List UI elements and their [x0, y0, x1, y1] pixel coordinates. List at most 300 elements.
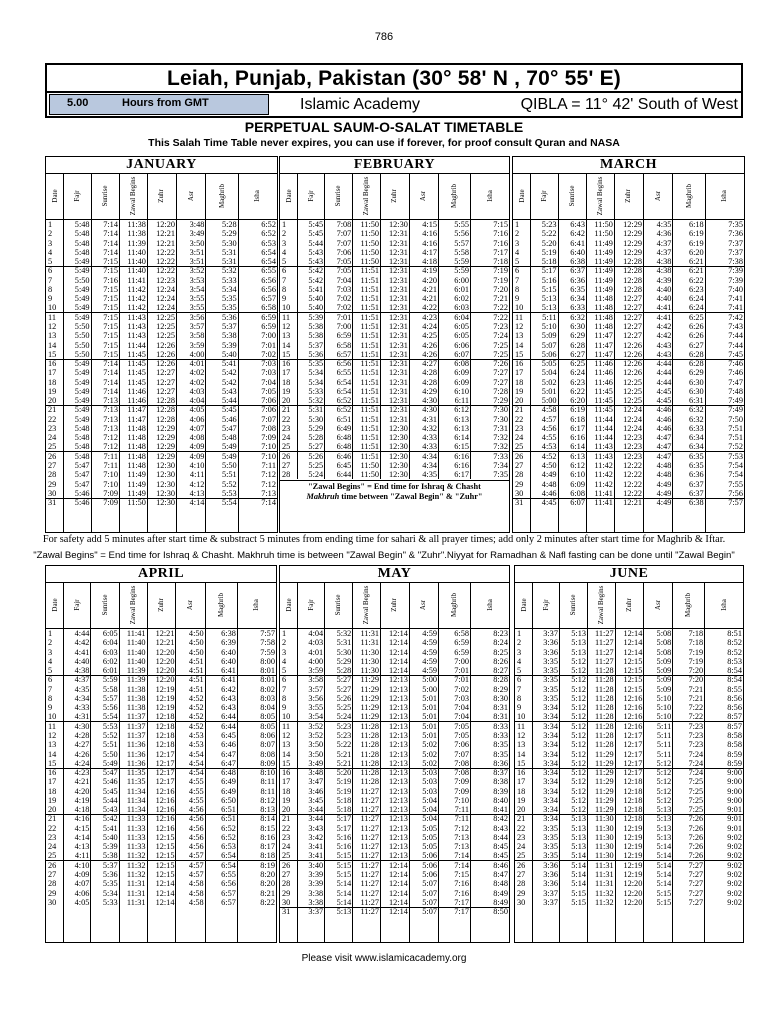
table-cell: 6:12	[454, 405, 470, 415]
table-cell: 17	[282, 368, 291, 378]
table-cell: 12:22	[156, 266, 176, 276]
table-row	[515, 777, 743, 786]
table-cell: 11:50	[127, 498, 146, 508]
table-cell: 11:51	[360, 405, 380, 415]
table-cell: 12:24	[623, 423, 643, 433]
table-cell: 9:02	[727, 879, 742, 889]
table-cell: 4:58	[188, 888, 204, 898]
table-cell: 12:31	[389, 238, 408, 248]
table-cell: 4:56	[541, 423, 557, 433]
table-cell: 7:49	[728, 396, 743, 406]
table-cell: 7:50	[728, 414, 743, 424]
table-cell: 9:01	[727, 814, 742, 824]
table-cell: 12:18	[623, 795, 643, 805]
table-cell: 3:54	[308, 712, 324, 722]
table-row	[513, 294, 744, 303]
table-cell: 11:48	[594, 321, 613, 331]
table-cell: 3:49	[189, 229, 205, 239]
table-row	[513, 498, 744, 507]
table-cell: 4:14	[74, 832, 90, 842]
table-cell: 7:09	[103, 488, 118, 498]
table-cell: 12:18	[623, 777, 643, 787]
table-cell: 9:00	[727, 795, 742, 805]
table-cell: 21	[517, 814, 526, 824]
table-cell: 6:02	[102, 656, 118, 666]
table-cell: 5:06	[422, 870, 437, 880]
table-cell: 6:52	[221, 832, 236, 842]
column-header	[614, 173, 644, 219]
column-header-label: Zuhr	[390, 598, 399, 612]
table-row	[513, 387, 744, 396]
table-cell: 7:08	[261, 423, 276, 433]
table-cell: 4:31	[422, 414, 437, 424]
table-cell: 3:50	[308, 740, 324, 750]
table-row	[46, 248, 277, 257]
table-cell: 6:03	[102, 647, 118, 657]
table-cell: 5:06	[422, 851, 437, 861]
table-cell: 12:13	[389, 777, 408, 787]
table-cell: 7:17	[493, 247, 508, 257]
table-cell: 7:52	[728, 442, 743, 452]
table-cell: 4:56	[188, 832, 204, 842]
table-cell: 22	[515, 414, 524, 424]
table-cell: 4:04	[308, 629, 324, 638]
table-cell: 8:15	[260, 823, 275, 833]
table-cell: 4:49	[656, 488, 672, 498]
table-cell: 12:14	[155, 897, 175, 907]
table-cell: 6:14	[454, 433, 470, 443]
table-cell: 11:39	[127, 238, 146, 248]
column-header	[532, 582, 560, 628]
table-cell: 12:17	[623, 749, 643, 759]
table-cell: 5:07	[422, 888, 437, 898]
table-cell: 11:27	[360, 879, 380, 889]
table-cell: 12:15	[155, 851, 175, 861]
table-cell: 5:44	[221, 396, 237, 406]
table-cell: 8:52	[727, 638, 742, 648]
table-cell: 5:07	[541, 340, 557, 350]
table-cell: 11:51	[360, 321, 380, 331]
column-header-label: Date	[50, 598, 59, 612]
table-cell: 8:28	[493, 675, 508, 685]
table-cell: 11:38	[127, 220, 146, 229]
table-cell: 7	[517, 684, 522, 694]
table-cell: 5:15	[656, 897, 672, 907]
table-cell: 11:28	[595, 740, 614, 750]
table-cell: 7:22	[688, 712, 704, 722]
table-cell: 7:03	[454, 693, 470, 703]
table-cell: 11:40	[127, 247, 146, 257]
table-row	[46, 276, 277, 285]
table-cell: 11:31	[126, 897, 146, 907]
month-title: APRIL	[45, 565, 277, 583]
table-cell: 7:07	[261, 414, 276, 424]
table-cell: 12	[48, 730, 57, 740]
table-cell: 8:13	[260, 805, 275, 815]
table-cell: 7:24	[493, 331, 508, 341]
table-cell: 5:12	[571, 703, 587, 713]
table-cell: 6:56	[221, 879, 236, 889]
table-cell: 6:39	[221, 638, 236, 648]
table-cell: 11:36	[126, 749, 146, 759]
table-cell: 3:37	[543, 888, 558, 898]
table-cell: 6:44	[336, 470, 352, 480]
table-cell: 12:13	[389, 795, 408, 805]
table-cell: 6:19	[688, 238, 704, 248]
table-cell: 3:49	[308, 758, 324, 768]
table-cell: 11:40	[126, 647, 146, 657]
table-cell: 4:57	[188, 870, 204, 880]
table-cell: 5:38	[308, 331, 324, 341]
table-cell: 3:35	[543, 842, 558, 852]
table-cell: 4:26	[74, 749, 90, 759]
table-cell: 7:47	[728, 377, 743, 387]
table-cell: 4:52	[188, 712, 204, 722]
table-cell: 12:30	[389, 442, 408, 452]
table-row	[46, 685, 276, 694]
table-cell: 6:54	[261, 257, 276, 267]
table-cell: 11:28	[360, 758, 380, 768]
table-cell: 12:31	[389, 340, 408, 350]
table-cell: 11:49	[594, 238, 613, 248]
table-cell: 4:01	[189, 359, 205, 369]
table-cell: 12:13	[389, 721, 408, 731]
table-cell: 12:24	[156, 303, 176, 313]
table-cell: 7:18	[688, 629, 704, 638]
column-header	[324, 582, 353, 628]
table-cell: 4:35	[656, 220, 672, 229]
table-cell: 11:51	[360, 442, 380, 452]
table-cell: 6:14	[570, 442, 585, 452]
table-cell: 7:05	[336, 257, 352, 267]
table-cell: 20	[517, 805, 526, 815]
table-cell: 6:41	[221, 675, 236, 685]
table-cell: 7:22	[688, 703, 704, 713]
table-row	[46, 498, 277, 507]
table-cell: 3:58	[189, 331, 205, 341]
table-cell: 7:23	[493, 321, 508, 331]
table-cell: 8:17	[260, 842, 275, 852]
table-cell: 5:22	[336, 740, 352, 750]
info-row	[45, 93, 743, 118]
table-cell: 7:48	[728, 386, 743, 396]
table-cell: 7:04	[454, 712, 470, 722]
table-cell: 4:34	[422, 461, 437, 471]
table-cell: 12	[517, 730, 526, 740]
table-cell: 5:14	[656, 842, 672, 852]
table-cell: 8:37	[493, 768, 508, 778]
table-cell: 11	[515, 312, 523, 322]
table-cell: 7:43	[728, 321, 743, 331]
table-cell: 5:12	[656, 786, 672, 796]
table-cell: 7:07	[454, 749, 470, 759]
table-cell: 11:29	[360, 693, 380, 703]
table-cell: 12:28	[623, 266, 643, 276]
table-row	[280, 239, 509, 248]
table-cell: 11:28	[360, 740, 380, 750]
table-cell: 7:13	[261, 488, 276, 498]
table-cell: 11:45	[127, 359, 146, 369]
table-cell: 3:35	[543, 823, 558, 833]
table-row	[46, 675, 276, 684]
table-cell: 5	[282, 257, 287, 267]
page-title: Leiah, Punjab, Pakistan (30° 58' N , 70° 55' E)	[45, 63, 743, 93]
table-cell: 12:14	[389, 888, 408, 898]
table-cell: 3:34	[543, 777, 558, 787]
table-cell: 11:28	[595, 675, 614, 685]
table-cell: 6:45	[221, 730, 236, 740]
table-cell: 6:25	[688, 312, 704, 322]
table-cell: 23	[282, 832, 291, 842]
table-cell: 5:16	[336, 832, 352, 842]
table-cell: 4	[48, 247, 53, 257]
table-cell: 6:09	[570, 479, 585, 489]
table-cell: 8:31	[493, 712, 508, 722]
table-cell: 4:24	[74, 758, 90, 768]
table-row	[46, 239, 277, 248]
column-header-label: Sunrise	[567, 185, 576, 207]
table-cell: 12:13	[389, 693, 408, 703]
column-header-label: Zuhr	[157, 189, 166, 203]
table-cell: 11:47	[127, 405, 146, 415]
table-cell: 6:53	[221, 842, 236, 852]
table-row	[280, 294, 509, 303]
table-cell: 4:41	[656, 303, 672, 313]
table-cell: 7:13	[103, 423, 118, 433]
table-cell: 7:42	[728, 312, 743, 322]
table-cell: 4:20	[422, 275, 437, 285]
month-title: JUNE	[514, 565, 744, 583]
table-cell: 6:52	[221, 823, 236, 833]
table-cell: 6:59	[454, 638, 470, 648]
table-cell: 11:28	[595, 730, 614, 740]
table-cell: 13	[517, 740, 526, 750]
table-cell: 12:16	[623, 693, 643, 703]
table-cell: 5:51	[221, 470, 237, 480]
table-cell: 2	[517, 638, 522, 648]
column-header	[380, 582, 410, 628]
table-cell: 5:14	[656, 879, 672, 889]
table-cell: 12:30	[156, 488, 176, 498]
table-cell: 4:54	[188, 768, 204, 778]
table-cell: 4:07	[189, 423, 205, 433]
table-cell: 5:14	[336, 888, 352, 898]
column-headers	[513, 173, 744, 220]
table-cell: 5:10	[541, 321, 557, 331]
table-cell: 7:45	[728, 349, 743, 359]
table-cell: 5:48	[74, 229, 90, 239]
table-row	[280, 276, 509, 285]
table-cell: 6:22	[570, 386, 585, 396]
table-cell: 6:57	[261, 294, 276, 304]
table-cell: 1	[282, 629, 287, 638]
table-cell: 8:45	[493, 842, 508, 852]
table-cell: 9:00	[727, 768, 742, 778]
table-cell: 6	[517, 675, 522, 685]
table-cell: 5:50	[74, 275, 90, 285]
table-cell: 11:32	[595, 888, 614, 898]
table-cell: 21	[515, 405, 524, 415]
table-cell: 6:38	[570, 257, 585, 267]
table-cell: 5:49	[74, 284, 90, 294]
table-cell: 6:49	[221, 777, 236, 787]
table-row	[280, 814, 509, 823]
table-cell: 11:44	[594, 433, 613, 443]
table-cell: 8:58	[727, 730, 742, 740]
table-cell: 11:33	[126, 832, 146, 842]
column-header-label: Sunrise	[100, 594, 109, 616]
table-cell: 10	[48, 303, 57, 313]
table-cell: 3:39	[308, 879, 324, 889]
table-row	[513, 480, 744, 489]
table-cell: 6:01	[102, 666, 118, 676]
table-cell: 5:13	[336, 907, 352, 917]
table-cell: 11:45	[594, 405, 613, 415]
table-cell: 5:00	[422, 684, 437, 694]
table-cell: 8:33	[493, 721, 508, 731]
table-cell: 5:49	[102, 758, 118, 768]
table-cell: 8:46	[493, 860, 508, 870]
table-cell: 8:30	[493, 693, 508, 703]
table-cell: 25	[517, 851, 526, 861]
table-cell: 12:26	[156, 340, 176, 350]
table-cell: 18	[48, 377, 57, 387]
table-cell: 8:51	[727, 629, 742, 638]
table-cell: 11:41	[594, 488, 613, 498]
table-cell: 3:58	[308, 675, 324, 685]
table-cell: 11:27	[360, 860, 380, 870]
table-cell: 7:16	[493, 229, 508, 239]
table-row	[280, 415, 509, 424]
column-header-label: Sunrise	[334, 594, 343, 616]
table-cell: 17	[517, 777, 526, 787]
table-row	[513, 220, 744, 229]
table-cell: 4:26	[422, 340, 437, 350]
table-cell: 12:20	[623, 888, 643, 898]
table-cell: 5:03	[422, 786, 437, 796]
table-cell: 11:45	[127, 377, 146, 387]
table-cell: 3:53	[189, 275, 205, 285]
table-cell: 6:04	[102, 638, 118, 648]
table-cell: 7:12	[261, 470, 276, 480]
table-cell: 6:13	[454, 423, 470, 433]
table-cell: 5:51	[102, 740, 118, 750]
table-cell: 8	[48, 693, 53, 703]
table-row	[280, 387, 509, 396]
column-header	[205, 173, 238, 219]
table-cell: 5:16	[336, 842, 352, 852]
table-cell: 5:56	[454, 229, 470, 239]
table-cell: 23	[515, 423, 524, 433]
table-cell: 4:44	[74, 629, 90, 638]
table-cell: 12:15	[623, 656, 643, 666]
table-cell: 5:09	[656, 675, 672, 685]
table-cell: 9	[282, 294, 287, 304]
table-cell: 23	[282, 423, 291, 433]
table-cell: 6:08	[570, 488, 585, 498]
table-cell: 7:39	[728, 266, 743, 276]
table-cell: 6:56	[261, 284, 276, 294]
table-cell: 8:02	[260, 684, 275, 694]
table-cell: 12:18	[623, 786, 643, 796]
table-cell: 6:13	[454, 414, 470, 424]
table-row	[280, 879, 509, 888]
table-cell: 5:40	[102, 832, 118, 842]
table-row	[515, 870, 743, 879]
table-cell: 5:01	[422, 712, 437, 722]
column-header-label: Asr	[186, 190, 195, 202]
table-cell: 11:29	[595, 795, 614, 805]
table-cell: 30	[517, 897, 526, 907]
table-row	[280, 313, 509, 322]
table-cell: 5:13	[656, 832, 672, 842]
table-cell: 11:49	[594, 247, 613, 257]
academy-name: Islamic Academy	[300, 96, 421, 113]
table-cell: 3:48	[189, 220, 205, 229]
table-cell: 4:20	[74, 786, 90, 796]
table-cell: 13	[48, 740, 57, 750]
table-row	[46, 378, 277, 387]
column-header-label: Isha	[485, 599, 494, 611]
table-cell: 5:49	[74, 266, 90, 276]
table-cell: 26	[48, 860, 57, 870]
table-cell: 4:44	[656, 359, 672, 369]
table-cell: 28	[515, 470, 524, 480]
table-cell: 4:50	[541, 461, 557, 471]
table-cell: 8	[282, 693, 287, 703]
table-cell: 12:15	[155, 842, 175, 852]
zawal-note: "Zawal Begins" = End time for Ishraq & Chasht. Makhruh time is between "Zawal Begin" & "Zuhr".Niyyat for Ramadhan & Nafl fasting can be done until "Zawal Begin"	[33, 550, 735, 561]
column-header	[672, 173, 705, 219]
table-cell: 12:20	[155, 666, 175, 676]
table-cell: 18	[48, 786, 57, 796]
table-cell: 19	[48, 795, 57, 805]
table-cell: 5:12	[656, 768, 672, 778]
table-cell: 5:49	[74, 414, 90, 424]
table-cell: 11:29	[360, 703, 380, 713]
table-cell: 30	[282, 897, 291, 907]
month-april	[45, 565, 277, 943]
table-cell: 3	[48, 647, 53, 657]
table-cell: 21	[48, 814, 57, 824]
table-cell: 5:44	[308, 238, 324, 248]
table-cell: 6:10	[570, 470, 585, 480]
table-cell: 12:13	[389, 703, 408, 713]
column-header	[280, 173, 298, 219]
table-cell: 6:53	[261, 238, 276, 248]
table-cell: 13	[282, 740, 291, 750]
table-cell: 11:28	[360, 721, 380, 731]
table-cell: 11:32	[126, 870, 146, 880]
column-headers	[515, 582, 743, 629]
table-cell: 7:22	[493, 303, 508, 313]
table-cell: 12:20	[623, 879, 643, 889]
table-cell: 11:51	[360, 386, 380, 396]
table-cell: 5:33	[308, 386, 324, 396]
table-cell: 5:12	[571, 684, 587, 694]
table-cell: 3:37	[543, 629, 558, 638]
table-cell: 3	[282, 647, 287, 657]
table-cell: 5:25	[308, 461, 324, 471]
timetable-heading: PERPETUAL SAUM-O-SALAT TIMETABLE	[244, 119, 524, 135]
table-cell: 11:51	[360, 294, 380, 304]
table-row	[46, 415, 277, 424]
table-cell: 3:34	[543, 768, 558, 778]
table-cell: 7:16	[103, 275, 118, 285]
table-cell: 28	[282, 470, 291, 480]
table-cell: 3:55	[189, 294, 205, 304]
table-cell: 8:03	[260, 693, 275, 703]
